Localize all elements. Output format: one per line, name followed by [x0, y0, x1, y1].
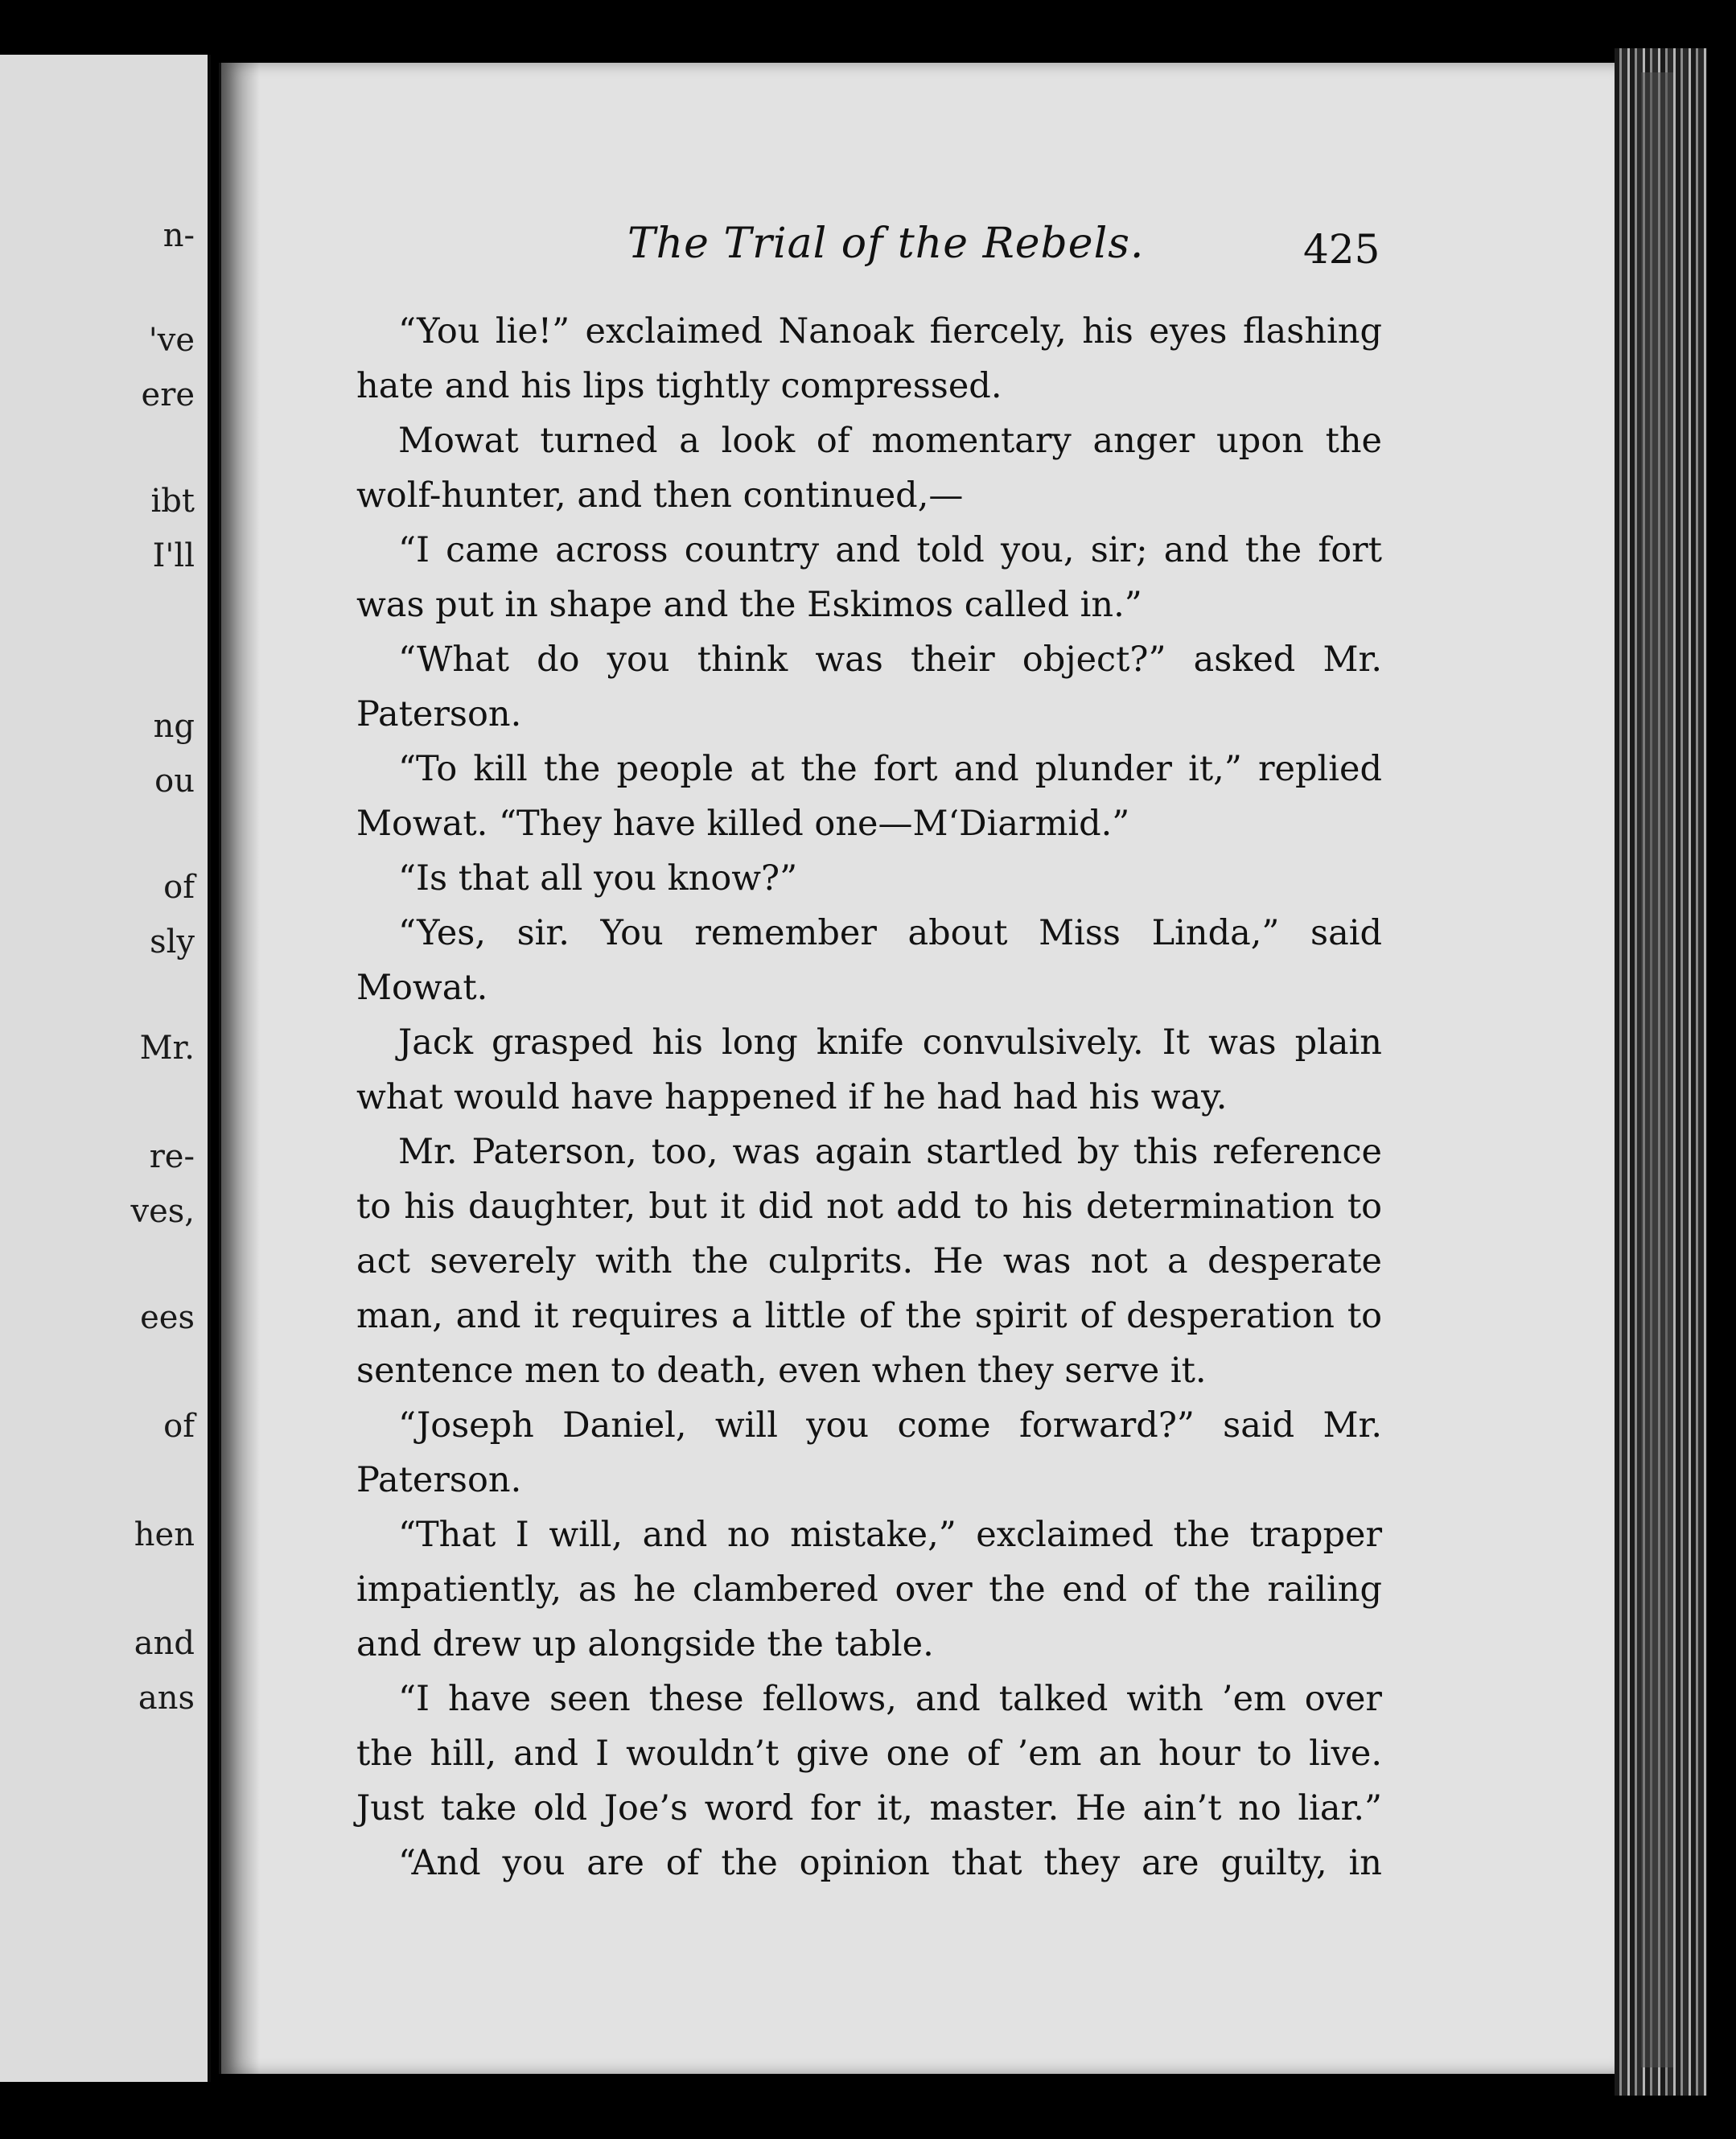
text-line: what would have happened if he had had his way. [356, 1077, 1228, 1117]
text-line: “I have seen these fellows, and talked with ’em over [398, 1679, 1382, 1719]
page-number: 425 [1303, 226, 1380, 273]
text-line: “You lie!” exclaimed Nanoak fiercely, his eyes flashing [398, 311, 1382, 352]
left-page-text-fragment: ans [138, 1680, 195, 1717]
text-line: to his daughter, but it did not add to his determination to [356, 1187, 1382, 1227]
text-line: was put in shape and the Eskimos called in.” [356, 585, 1142, 625]
text-line: Mowat turned a look of momentary anger upon the [398, 421, 1382, 461]
text-line: Paterson. [356, 1460, 522, 1500]
text-line: wolf-hunter, and then continued,— [356, 475, 964, 516]
text-line: Just take old Joe’s word for it, master. He ain’t no liar.” [356, 1788, 1382, 1828]
left-page-text-fragment: ou [154, 763, 195, 800]
text-line: sentence men to death, even when they serve it. [356, 1351, 1207, 1391]
text-line: “Yes, sir. You remember about Miss Linda,” said [398, 913, 1382, 953]
text-line: “To kill the people at the fort and plunder it,” replied [398, 749, 1382, 789]
text-line: Jack grasped his long knife convulsively. It was plain [398, 1022, 1382, 1063]
text-line: “Is that all you know?” [398, 858, 798, 899]
text-line: Paterson. [356, 694, 522, 734]
left-page-text-fragment: I'll [152, 537, 195, 574]
left-page-text-fragment: ves, [130, 1193, 195, 1230]
page-fore-edge-shadow [1641, 72, 1673, 2067]
text-line: “That I will, and no mistake,” exclaimed the trapper [398, 1515, 1382, 1555]
left-page-text-fragment: ng [153, 708, 195, 745]
running-title: The Trial of the Rebels. [627, 220, 1145, 268]
left-page-text-fragment: Mr. [139, 1030, 195, 1067]
left-page-text-fragment: sly [150, 923, 195, 960]
text-line: hate and his lips tightly compressed. [356, 366, 1002, 406]
left-page-text-fragment: hen [134, 1516, 195, 1553]
previous-page-edge [0, 55, 211, 2082]
text-line: the hill, and I wouldn’t give one of ’em an hour to live. [356, 1734, 1382, 1774]
left-page-text-fragment: of [163, 869, 195, 906]
text-line: Mr. Paterson, too, was again startled by this reference [398, 1132, 1382, 1172]
book-page [219, 63, 1617, 2074]
text-line: man, and it requires a little of the spirit of desperation to [356, 1296, 1382, 1336]
text-line: and drew up alongside the table. [356, 1624, 934, 1664]
text-line: “What do you think was their object?” asked Mr. [398, 640, 1382, 680]
body-text [356, 304, 1382, 1890]
left-page-text-fragment: re- [149, 1138, 195, 1175]
left-page-text-fragment: ere [141, 376, 195, 413]
left-page-text-fragment: ibt [150, 483, 195, 520]
running-head [221, 220, 1617, 292]
left-page-text-fragment: n- [162, 217, 195, 254]
left-page-text-fragment: and [134, 1625, 195, 1662]
text-line: impatiently, as he clambered over the end of the railing [356, 1569, 1382, 1610]
gutter-shadow [221, 63, 260, 2074]
text-line: Mowat. “They have killed one—M‘Diarmid.” [356, 804, 1130, 844]
text-line: “And you are of the opinion that they are guilty, in [398, 1843, 1382, 1883]
text-line: “Joseph Daniel, will you come forward?” said Mr. [398, 1405, 1382, 1446]
left-page-text-fragment: of [163, 1408, 195, 1445]
text-line: “I came across country and told you, sir; and the fort [398, 530, 1382, 570]
text-line: act severely with the culprits. He was not a desperate [356, 1241, 1382, 1281]
left-page-text-fragment: ees [140, 1299, 195, 1336]
text-line: Mowat. [356, 968, 488, 1008]
left-page-text-fragment: 've [148, 322, 195, 359]
